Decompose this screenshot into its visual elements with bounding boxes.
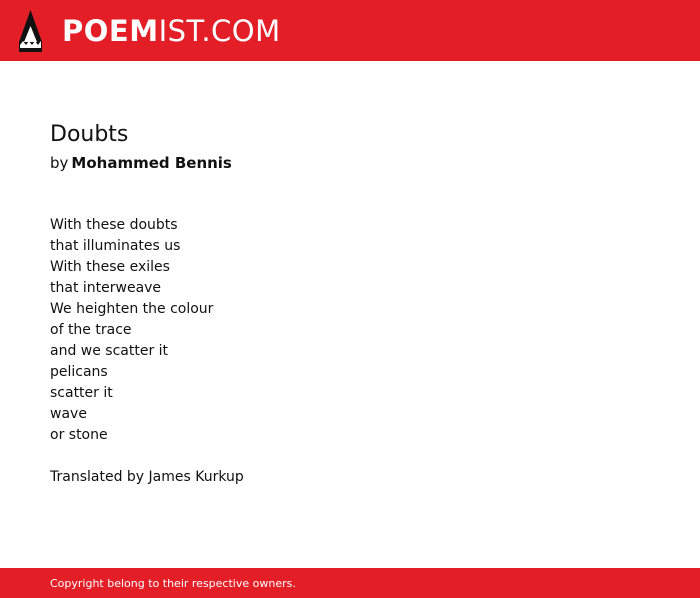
poem-body bbox=[50, 215, 650, 446]
logo-light-part: IST.COM bbox=[158, 13, 281, 48]
translator-note: Translated by James Kurkup bbox=[50, 469, 244, 485]
poem-title: Doubts bbox=[50, 122, 129, 147]
poem-line: and we scatter it bbox=[50, 343, 169, 359]
site-logo-text bbox=[62, 13, 281, 48]
poem-line: that interweave bbox=[50, 280, 162, 296]
site-footer bbox=[0, 568, 700, 598]
poem-line: that illuminates us bbox=[50, 238, 181, 254]
poem-line: wave bbox=[50, 406, 87, 422]
poem-line: of the trace bbox=[50, 322, 132, 338]
poem-line: With these doubts bbox=[50, 217, 178, 233]
poem-content bbox=[50, 112, 650, 488]
poem-line: We heighten the colour bbox=[50, 301, 214, 317]
poem-byline bbox=[50, 154, 650, 172]
by-label: by bbox=[50, 154, 69, 172]
poem-line: With these exiles bbox=[50, 259, 170, 275]
logo-bold-part: POEM bbox=[62, 13, 159, 48]
poem-line: pelicans bbox=[50, 364, 108, 380]
copyright-text: Copyright belong to their respective owners. bbox=[50, 576, 296, 590]
poem-line: scatter it bbox=[50, 385, 113, 401]
site-logo-link[interactable] bbox=[18, 0, 281, 61]
pen-nib-icon bbox=[18, 10, 43, 52]
author-link[interactable]: Mohammed Bennis bbox=[71, 154, 232, 172]
site-header bbox=[0, 0, 700, 61]
poem-line: or stone bbox=[50, 427, 108, 443]
